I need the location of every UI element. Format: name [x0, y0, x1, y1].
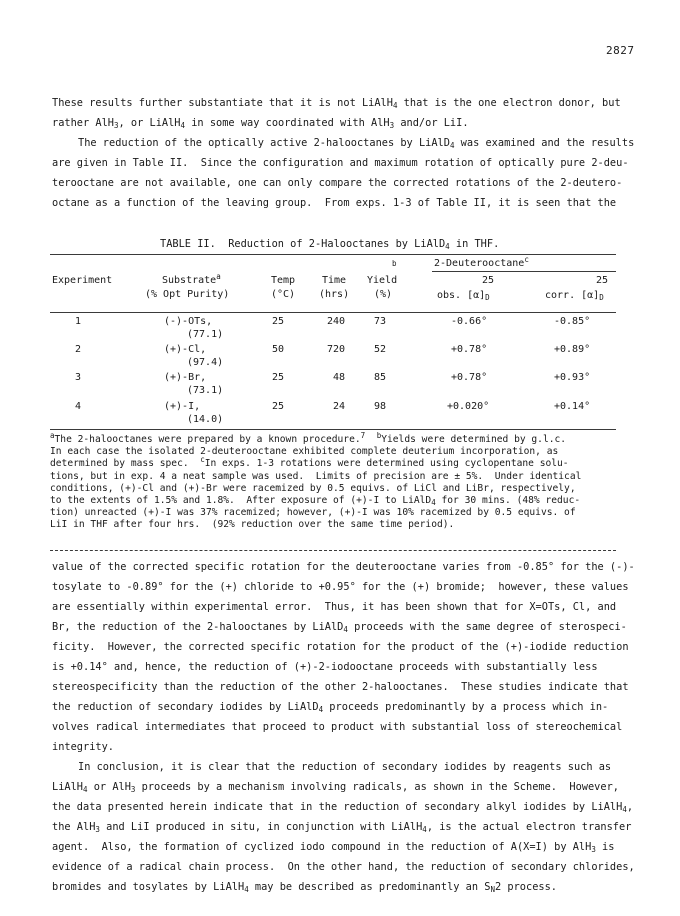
body-line: integrity. — [52, 741, 114, 753]
cell-substrate: (+)-Br, — [164, 372, 207, 383]
cell-corr-rotation: +0.14° — [554, 401, 591, 412]
intro-line: are given in Table II. Since the configuration and maximum rotation of optically pure 2-deu- — [52, 157, 629, 169]
body-line: tosylate to -0.89° for the (+) chloride to +0.95° for the (+) bromide; however, these values — [52, 581, 629, 593]
cell-corr-rotation: -0.85° — [554, 316, 591, 327]
body-line: the data presented herein indicate that in the reduction of secondary alkyl iodides by LiAlH$_4$, — [52, 801, 634, 814]
col-header-temp: Temp — [271, 275, 296, 286]
cell-time: 48 — [333, 372, 346, 383]
col-header-time: Time — [322, 275, 347, 286]
footnote-line: determined by mass spec. $^c$In exps. 1-3 rotations were determined using cyclopentane solu- — [50, 455, 569, 470]
footnote-line: conditions, (+)-Cl and (+)-Br were racemized by 0.5 equivs. of LiCl and LiBr, respectively, — [50, 482, 576, 494]
body-line: In conclusion, it is clear that the reduction of secondary iodides by reagents such as — [78, 761, 612, 773]
col-header-experiment: Experiment — [52, 275, 113, 286]
cell-experiment: 1 — [75, 316, 82, 327]
body-paragraph — [52, 557, 635, 897]
cell-time: 720 — [327, 344, 346, 355]
cell-time: 240 — [327, 316, 346, 327]
intro-paragraph — [52, 93, 635, 213]
table-top-rule — [50, 254, 616, 255]
cell-temp: 25 — [272, 316, 285, 327]
body-line: volves radical intermediates that proceed to product with substantial loss of stereochemical — [52, 721, 623, 733]
col-header-obs-temp: 25 — [482, 275, 495, 286]
footnote-line: tion) unreacted (+)-I was 37% racemized; however, (+)-I was 10% racemized by 0.5 equivs. of — [50, 507, 576, 519]
intro-line: terooctane are not available, one can only compare the corrected rotations of the 2-deutero- — [52, 177, 623, 189]
intro-line: rather AlH$_3$, or LiAlH$_4$ in some way coordinated with AlH$_3$ and/or LiI. — [52, 117, 469, 130]
body-line: are essentially within experimental error. Thus, it has been shown that for X=OTs, Cl, and — [52, 601, 617, 613]
deuterooctane-header: 2-Deuterooctane$^c$ — [434, 255, 529, 269]
cell-obs-rotation: -0.66° — [451, 316, 488, 327]
body-line: is +0.14° and, hence, the reduction of (+)-2-iodooctane proceeds with substantially less — [52, 661, 598, 673]
intro-line: These results further substantiate that it is not LiAlH$_4$ that is the one electron donor, but — [52, 97, 621, 110]
col-header-corr: corr. $[\alpha]_D$ — [545, 290, 604, 302]
deuterooctane-underline — [432, 271, 616, 272]
cell-obs-rotation: +0.020° — [447, 401, 490, 412]
cell-substrate: (+)-I, — [164, 401, 201, 412]
body-line: LiAlH$_4$ or AlH$_3$ proceeds by a mechanism involving radicals, as shown in the Scheme. However, — [52, 781, 619, 794]
cell-corr-rotation: +0.93° — [554, 372, 591, 383]
body-line: evidence of a radical chain process. On the other hand, the reduction of secondary chlorides, — [52, 861, 635, 873]
cell-substrate: (+)-Cl, — [164, 344, 207, 355]
cell-time: 24 — [333, 401, 346, 412]
cell-yield: 98 — [374, 401, 387, 412]
footnote-line: In each case the isolated 2-deuterooctane exhibited complete deuterium incorporation, as — [50, 446, 559, 458]
cell-purity: (77.1) — [187, 329, 224, 340]
col-header-substrate: Substrate$^a$ — [162, 272, 221, 286]
table-bottom-rule — [50, 429, 616, 430]
body-line: stereospecificity than the reduction of the other 2-halooctanes. These studies indicate that — [52, 681, 629, 693]
table-footnotes — [50, 431, 616, 532]
body-line: value of the corrected specific rotation for the deuterooctane varies from -0.85° for the (-)- — [52, 561, 635, 573]
col-header-yield: Yield — [367, 275, 398, 286]
cell-corr-rotation: +0.89° — [554, 344, 591, 355]
cell-yield: 73 — [374, 316, 387, 327]
body-line: bromides and tosylates by LiAlH$_4$ may be described as predominantly an $S_N2$ process. — [52, 881, 557, 894]
body-line: ficity. However, the corrected specific rotation for the product of the (+)-iodide reduction — [52, 641, 629, 653]
body-line: the reduction of secondary iodides by LiAlD$_4$ proceeds predominantly by a process which in- — [52, 701, 609, 714]
footnote-rule — [50, 550, 616, 551]
body-line: Br, the reduction of the 2-halooctanes by LiAlD$_4$ proceeds with the same degree of sterospeci- — [52, 621, 627, 634]
cell-yield: 85 — [374, 372, 387, 383]
cell-experiment: 3 — [75, 372, 82, 383]
table-header-rule — [50, 312, 616, 313]
cell-obs-rotation: +0.78° — [451, 372, 488, 383]
footnote-line: to the extents of 1.5% and 1.8%. After exposure of (+)-I to LiAlD$_4$ for 30 mins. (48% reduc- — [50, 495, 581, 508]
intro-line: The reduction of the optically active 2-halooctanes by LiAlD$_4$ was examined and the results — [78, 137, 635, 150]
body-line: agent. Also, the formation of cyclized iodo compound in the reduction of A(X=I) by AlH$_3$ is — [52, 841, 615, 854]
col-header-obs: obs. $[\alpha]_D$ — [437, 290, 490, 302]
page-number: 2827 — [606, 44, 635, 57]
footnote-line: tions, but in exp. 4 a neat sample was used. Limits of precision are ± 5%. Under identical — [50, 470, 582, 482]
col-header-time-unit: (hrs) — [319, 289, 350, 300]
cell-experiment: 2 — [75, 344, 82, 355]
cell-obs-rotation: +0.78° — [451, 344, 488, 355]
intro-line: octane as a function of the leaving group. From exps. 1-3 of Table II, it is seen that the — [52, 197, 617, 209]
footnote-line: $^a$The 2-halooctanes were prepared by a known procedure.$^7$ $^b$Yields were determined by g.l.c. — [50, 431, 567, 445]
cell-temp: 25 — [272, 372, 285, 383]
col-header-corr-temp: 25 — [596, 275, 609, 286]
cell-temp: 50 — [272, 344, 285, 355]
cell-purity: (97.4) — [187, 357, 224, 368]
body-line: the AlH$_3$ and LiI produced in situ, in conjunction with LiAlH$_4$, is the actual electron transfer — [52, 821, 632, 834]
yield-footnote-mark: b — [392, 259, 397, 268]
col-header-yield-unit: (%) — [374, 289, 393, 300]
footnote-line: LiI in THF after four hrs. (92% reduction over the same time period). — [50, 519, 455, 531]
cell-purity: (14.0) — [187, 414, 224, 425]
cell-substrate: (-)-OTs, — [164, 316, 213, 327]
cell-yield: 52 — [374, 344, 387, 355]
col-header-temp-unit: (°C) — [271, 289, 296, 300]
table-title: TABLE II. Reduction of 2-Halooctanes by LiAlD$_4$ in THF. — [160, 238, 500, 251]
cell-experiment: 4 — [75, 401, 82, 412]
cell-temp: 25 — [272, 401, 285, 412]
cell-purity: (73.1) — [187, 385, 224, 396]
col-header-substrate-purity: (% Opt Purity) — [145, 289, 230, 300]
